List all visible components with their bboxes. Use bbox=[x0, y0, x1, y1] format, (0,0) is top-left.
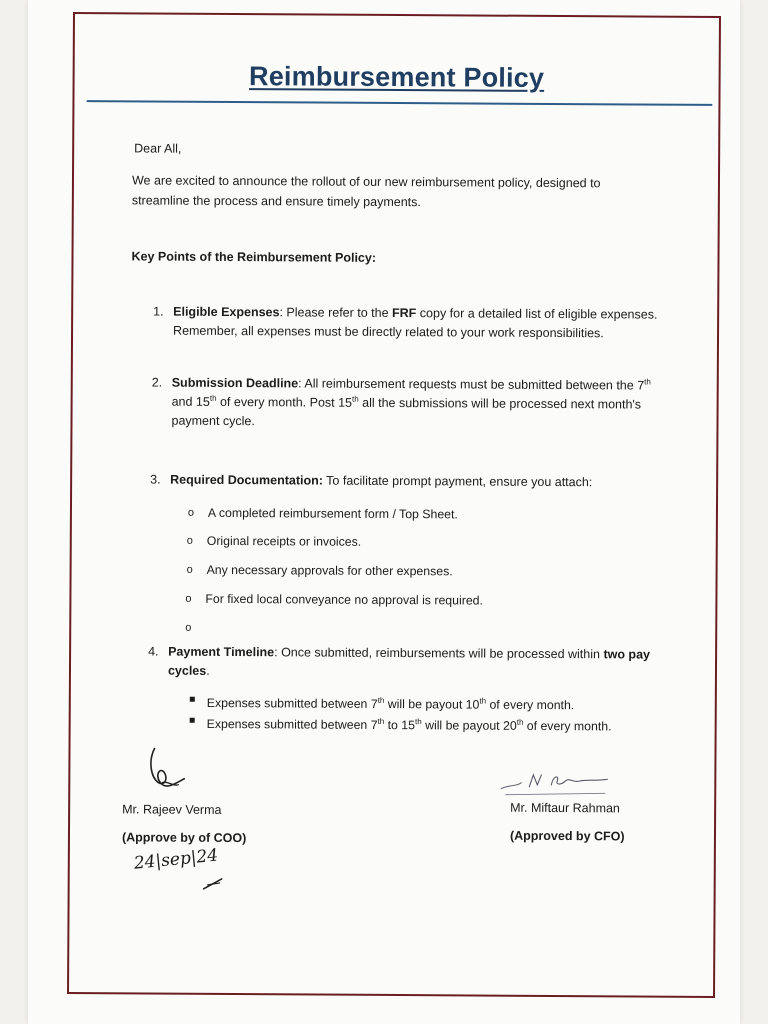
cfo-signature bbox=[495, 767, 615, 802]
coo-signature bbox=[140, 742, 200, 798]
item-number: 3. bbox=[150, 472, 161, 487]
sub-item-text: For fixed local conveyance no approval is required. bbox=[205, 591, 483, 608]
item-number: 2. bbox=[151, 375, 163, 390]
item-body bbox=[173, 303, 663, 344]
coo-name: Mr. Rajeev Verma bbox=[122, 802, 222, 817]
document-border bbox=[67, 12, 721, 998]
cfo-role: (Approved by CFO) bbox=[509, 828, 625, 844]
circle-bullet-icon: o bbox=[186, 534, 193, 547]
bullet-text: Expenses submitted between 7th will be payout 10th of every month. bbox=[206, 695, 575, 713]
coo-role: (Approve by of COO) bbox=[121, 830, 247, 846]
item-text: : All reimbursement requests must be submitted between the 7 bbox=[298, 376, 645, 393]
handwritten-mark bbox=[200, 873, 228, 893]
superscript: th bbox=[644, 377, 651, 387]
circle-bullet-icon: o bbox=[186, 563, 193, 576]
item-number: 4. bbox=[148, 644, 159, 659]
item-text: of every month. Post 15 bbox=[216, 394, 353, 410]
key-points-heading: Key Points of the Reimbursement Policy: bbox=[131, 249, 377, 265]
inline-bold: FRF bbox=[391, 305, 417, 321]
sub-item-text: A completed reimbursement form / Top Sheet. bbox=[207, 505, 458, 522]
bullet-text: Expenses submitted between 7th to 15th will be payout 20th of every month. bbox=[206, 716, 612, 734]
cfo-name: Mr. Miftaur Rahman bbox=[510, 800, 620, 816]
item-text: To facilitate prompt payment, ensure you attach: bbox=[322, 473, 593, 490]
circle-bullet-icon: o bbox=[185, 621, 192, 634]
item-text: : Please refer to the bbox=[279, 305, 393, 320]
inline-bold: two pay cycles bbox=[167, 647, 651, 678]
superscript: th bbox=[352, 394, 359, 404]
item-text: and 15 bbox=[171, 394, 210, 409]
document-title: Reimbursement Policy bbox=[248, 61, 545, 93]
title-divider bbox=[86, 100, 712, 106]
sub-item-text: Any necessary approvals for other expenses. bbox=[206, 562, 453, 579]
item-number: 1. bbox=[153, 304, 164, 319]
item-heading: Submission Deadline bbox=[171, 375, 299, 391]
item-body bbox=[168, 643, 658, 684]
greeting: Dear All, bbox=[134, 141, 182, 156]
sub-item-text: Original receipts or invoices. bbox=[206, 533, 362, 549]
superscript: th bbox=[209, 393, 217, 403]
item-text: : Once submitted, reimbursements will be processed within bbox=[274, 645, 604, 662]
item-heading: Eligible Expenses bbox=[173, 304, 280, 320]
circle-bullet-icon: o bbox=[185, 592, 192, 605]
item-heading: Payment Timeline bbox=[168, 644, 275, 660]
item-heading: Required Documentation: bbox=[170, 472, 323, 488]
item-text: copy for a detailed list of eligible expenses. Remember, all expenses must be directly related to your work responsibilities. bbox=[173, 306, 658, 341]
item-body bbox=[171, 374, 661, 434]
handwritten-date: 24|sep|24 bbox=[133, 845, 219, 874]
circle-bullet-icon: o bbox=[187, 506, 195, 519]
square-bullet-icon bbox=[190, 718, 195, 723]
square-bullet-icon bbox=[190, 697, 195, 702]
item-body bbox=[170, 471, 660, 493]
item-text: all the submissions will be processed next month's payment cycle. bbox=[171, 395, 642, 429]
intro-paragraph: We are excited to announce the rollout of our new reimbursement policy, designed to streamline the process and ensure timely payments. bbox=[131, 173, 601, 210]
item-text: . bbox=[206, 663, 210, 678]
